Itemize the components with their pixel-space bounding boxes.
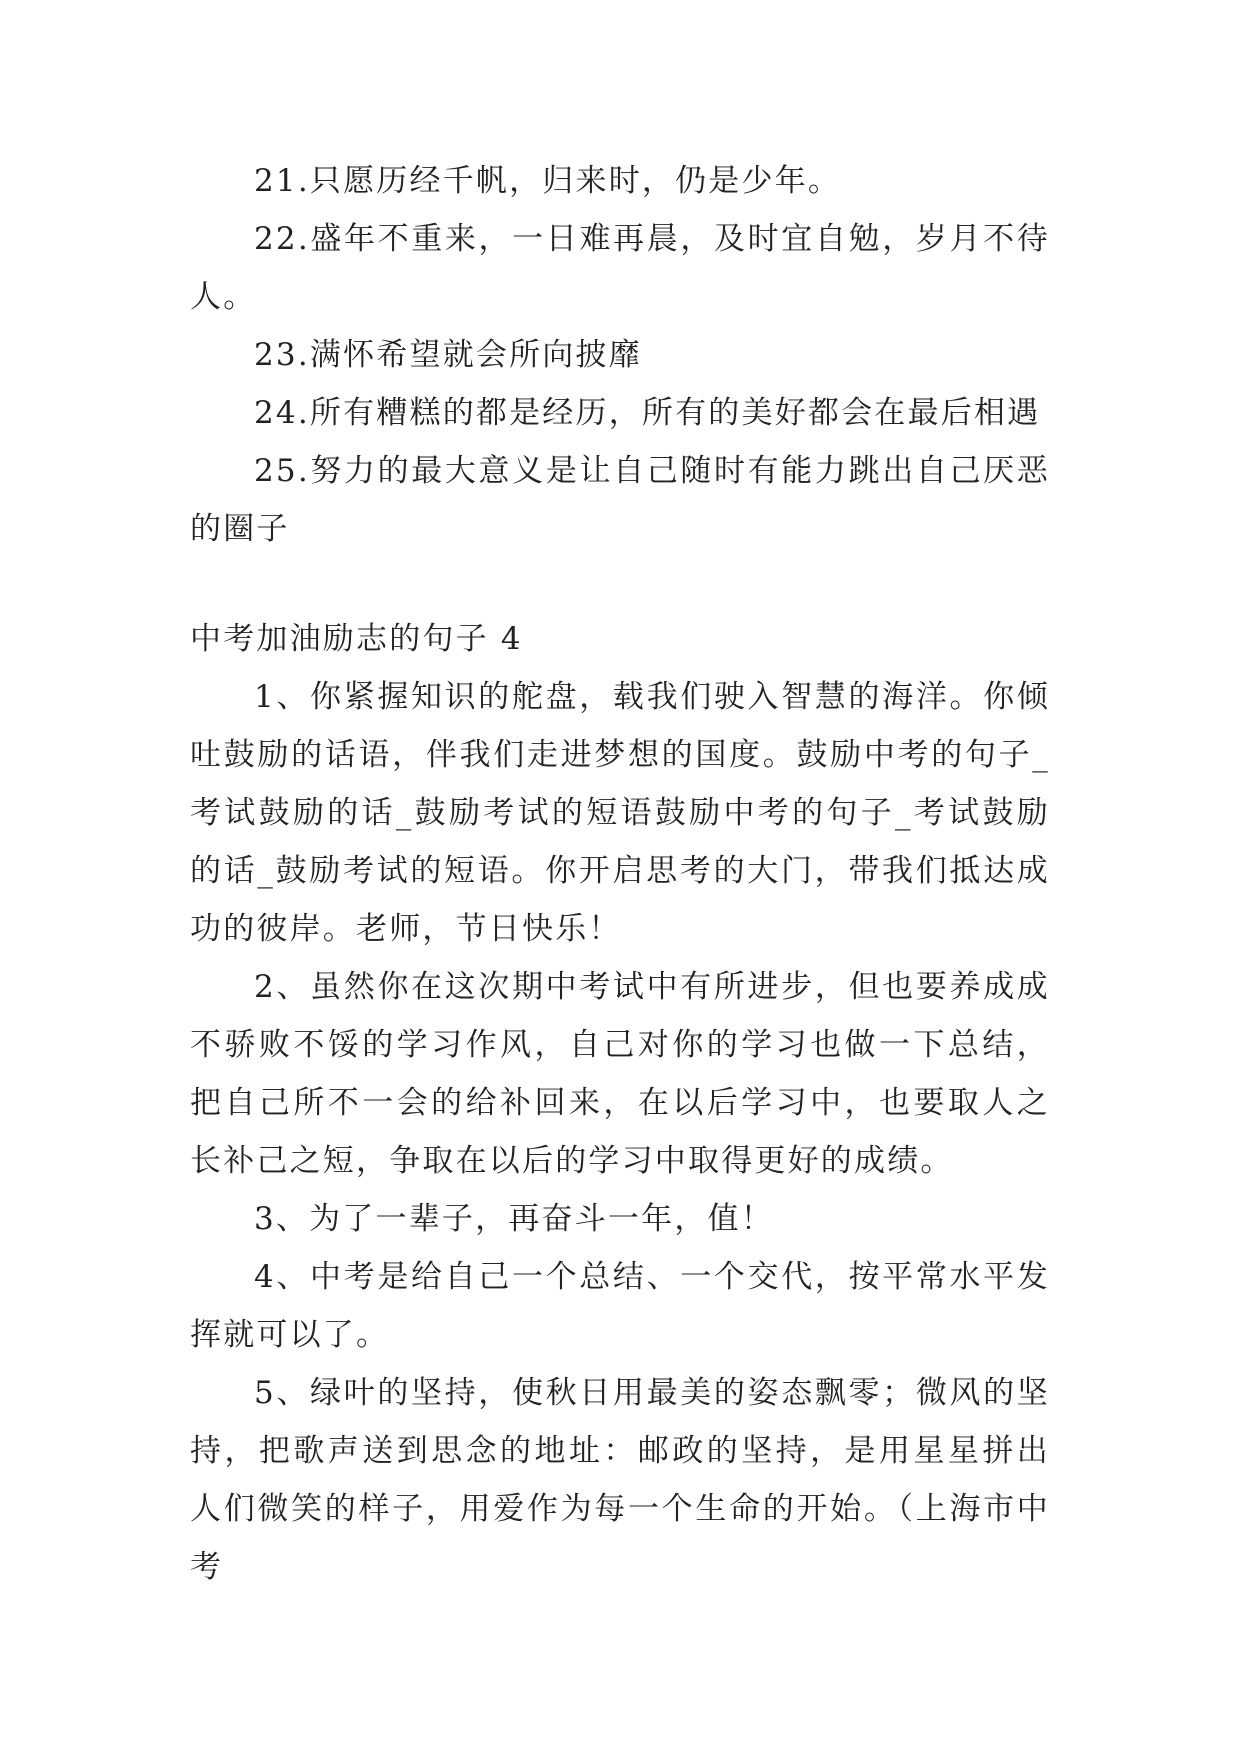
list-item: 21.只愿历经千帆，归来时，仍是少年。	[254, 163, 842, 199]
list-item: 24.所有糟糕的都是经历，所有的美好都会在最后相遇	[254, 395, 1041, 431]
list-item: 3、为了一辈子，再奋斗一年，值！	[254, 1201, 774, 1237]
document-body	[190, 152, 1050, 1596]
section-heading: 中考加油励志的句子 4	[190, 621, 523, 657]
list-item: 1、你紧握知识的舵盘，载我们驶入智慧的海洋。你倾吐鼓励的话语，伴我们走进梦想的国度。鼓励中考的句子_考试鼓励的话_鼓励考试的短语鼓励中考的句子_考试鼓励的话_鼓励考试的短语。你开启思考的大门，带我们抵达成功的彼岸。老师，节日快乐！	[190, 679, 1050, 947]
list-item: 5、绿叶的坚持，使秋日用最美的姿态飘零；微风的坚持，把歌声送到思念的地址：邮政的坚持，是用星星拼出人们微笑的样子，用爱作为每一个生命的开始。（上海市中考	[190, 1375, 1050, 1585]
list-item: 2、虽然你在这次期中考试中有所进步，但也要养成成不骄败不馁的学习作风，自己对你的学习也做一下总结，把自己所不一会的给补回来，在以后学习中，也要取人之长补己之短，争取在以后的学习中取得更好的成绩。	[190, 969, 1050, 1179]
list-item: 4、中考是给自己一个总结、一个交代，按平常水平发挥就可以了。	[190, 1259, 1050, 1353]
list-item: 25.努力的最大意义是让自己随时有能力跳出自己厌恶的圈子	[190, 453, 1050, 547]
list-item: 23.满怀希望就会所向披靡	[254, 337, 642, 373]
list-item: 22.盛年不重来，一日难再晨，及时宜自勉，岁月不待人。	[190, 221, 1050, 315]
